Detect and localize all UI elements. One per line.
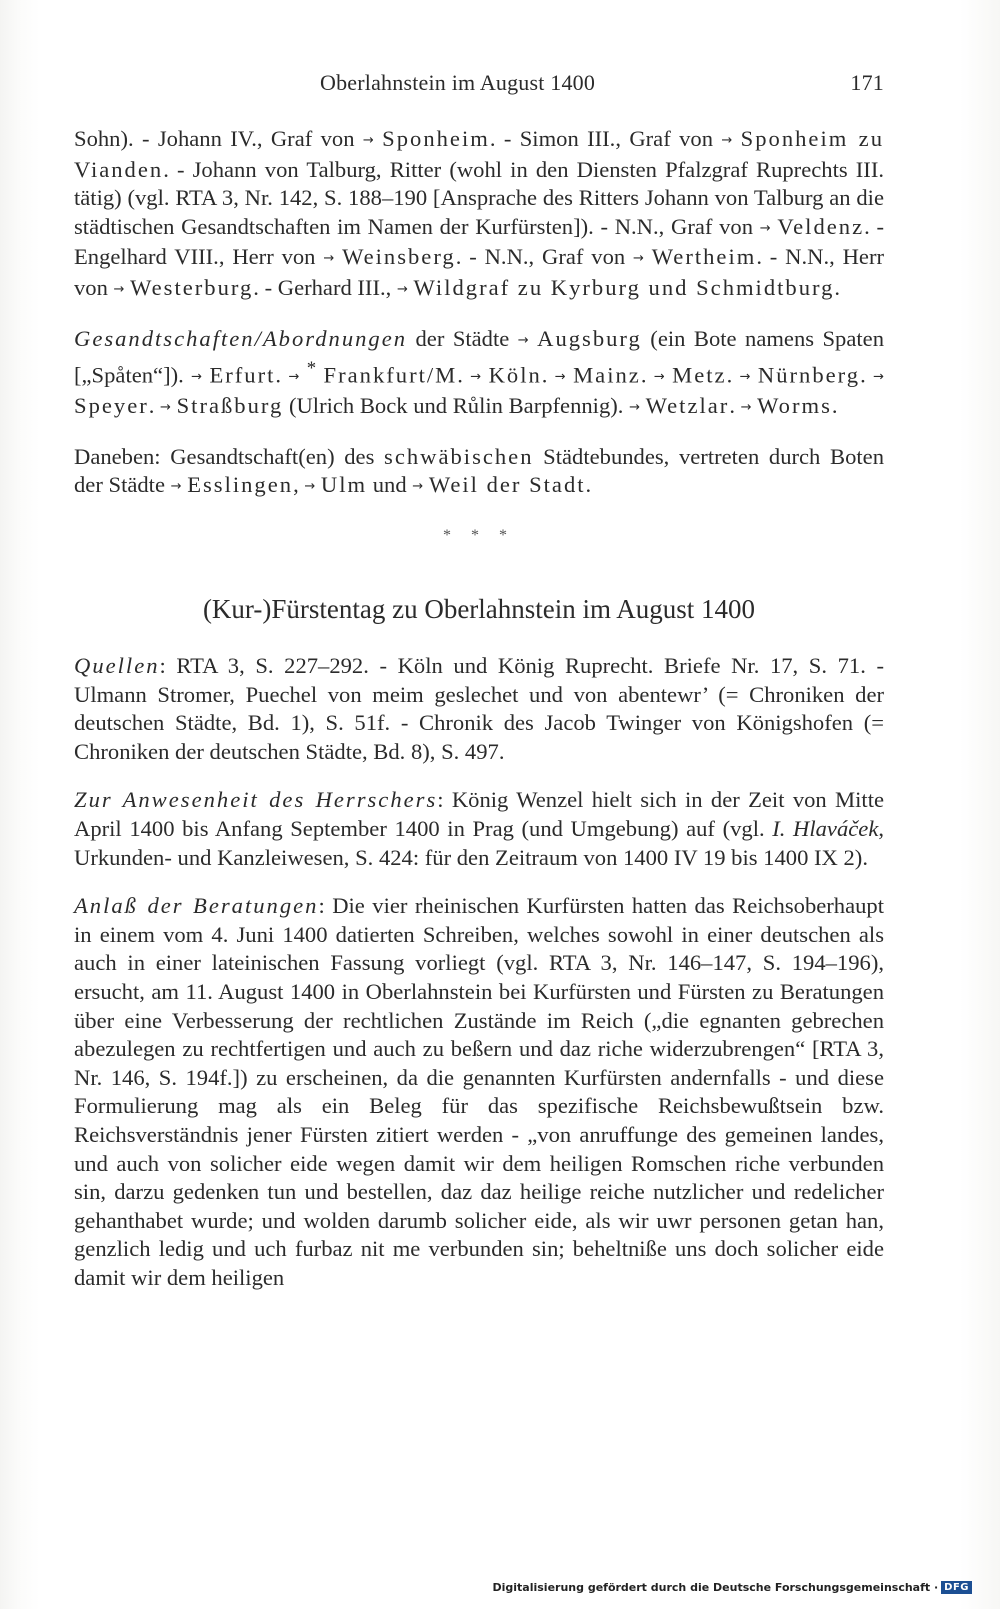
arrow-icon: → [170,479,182,495]
section-label: Anlaß der Beratungen [74,893,319,919]
arrow-icon: → [873,369,885,385]
paragraph-participants-end: Sohn). - Johann IV., Graf von → Sponheim. - Simon III., Graf von → Sponheim zu Vianden. - Johann von Talburg, Ritter (wohl in den Diensten Pfalzgraf Ruprechts III. tätig) (vgl. RTA 3, Nr. 142, S. 188–190 [Ansprache des Ritters Johann von Talburg an die städtischen Gesandtschaften im Namen der Kurfürsten]). - N.N., Graf von → Veldenz. - Engelhard VIII., Herr von → Weinsberg. - N.N., Graf von → Wertheim. - N.N., Herr von → Westerburg. - Gerhard III., → Wildgraf zu Kyrburg und Schmidtburg. [74,126,885,300]
arrow-icon: → [721,133,733,148]
arrow-icon: → [740,400,752,416]
arrow-icon: → [633,251,644,267]
place-name: Worms [757,393,832,419]
place-name: Nürnberg [757,362,861,388]
place-name: Wertheim [651,244,757,270]
page-number: 171 [850,70,884,95]
emphasis: schwäbischen [384,443,534,469]
place-name: Frankfurt/M [323,362,458,388]
place-name: Sponheim [382,126,490,151]
section-heading: (Kur-)Fürstentag zu Oberlahnstein im August 1400 [202,594,756,625]
section-label: Quellen [74,653,160,679]
arrow-icon: → [554,369,566,385]
arrow-icon: → [288,369,300,385]
arrow-icon: → [739,369,751,385]
place-name: Augsburg [537,325,642,351]
arrow-icon: → [362,133,374,148]
arrow-icon: → [160,400,171,416]
place-name: Speyer [74,393,149,419]
place-name: Straßburg [176,393,284,419]
arrow-icon: → [629,400,640,416]
place-name: Erfurt [209,362,276,388]
section-separator: * * * [443,527,515,545]
running-title: Oberlahnstein im August 1400 [320,70,596,95]
star-marker: * [306,358,317,380]
running-header [74,70,884,100]
page-body [74,125,884,1313]
digitization-credit: Digitalisierung gefördert durch die Deutsche Forschungsgemeinschaft · DFG [492,1581,972,1601]
place-name: Westerburg [130,274,254,300]
paragraph-occasion: Anlaß der Beratungen: Die vier rheinischen Kurfürsten hatten das Reichsoberhaupt in einem vom 4. Juni 1400 datierten Schreiben, welches sowohl in einer deutschen als auch in einer lateinischen Fassung vorliegt (vgl. RTA 3, Nr. 146–147, S. 194–196), ersucht, am 11. August 1400 in Oberlahnstein bei Kurfürsten und Fürsten zu Beratungen über eine Verbesserung der rechtlichen Zustände im Reich („die egnanten gebrechen abezulegen zu rechtfertigen und auch zu beßern und daz riche widerzubrengen“ [RTA 3, Nr. 146, S. 194f.]) zu erscheinen, da die genannten Kurfürsten andernfalls - und diese Formulierung mag als ein Beleg für das spezifische Reichsbewußtsein bzw. Reichsverständnis jener Fürsten zitiert werden - „von anruffunge des gemeinen landes, und auch von solicher eide wegen damit wir dem heiligen Romschen riche verbunden sin, darzu gedenken tun und bestellen, daz daz heilige reiche nutzlicher und redelicher gehanthabet wurde; und wolden darumb solicher eide, als wir uwr personen getan han, genzlich ledig und uch furbaz nit me verbunden sin; beheltniße uns doch solicher eide damit wir dem heiligen [74,893,884,1290]
place-name: Wetzlar [645,393,730,419]
place-name: Ulm [320,472,368,498]
arrow-icon: → [470,369,482,385]
arrow-icon: → [396,281,408,297]
place-name: Esslingen [187,472,294,498]
place-name: Köln [488,362,542,388]
place-name: Weil der Stadt [428,472,586,498]
paragraph-ruler-presence: Zur Anwesenheit des Herrschers: König Wenzel hielt sich in der Zeit von Mitte April 1400 bis Anfang September 1400 in Prag (und Umgebung) auf (vgl. I. Hlaváček, Urkunden- und Kanzleiwesen, S. 424: für den Zeitraum von 1400 IV 19 bis 1400 IX 2). [74,787,884,870]
arrow-icon: → [323,251,335,267]
place-name: Sponheim zu Vianden [74,126,884,182]
arrow-icon: → [653,369,665,385]
arrow-icon: → [759,220,771,236]
place-name: Veldenz [777,213,865,239]
place-name: Wildgraf zu Kyrburg und Schmidtburg [413,274,835,300]
arrow-icon: → [191,369,203,385]
paragraph-delegations: Gesandtschaften/Abordnungen der Städte → Augsburg (ein Bote namens Spaten [„Spåten“]). → Erfurt. → * Frankfurt/M. → Köln. → Mainz. → Metz. → Nürnberg. → Speyer. → Straßburg (Ulrich Bock und Růlin Barpfennig). → Wetzlar. → Worms. [74,325,885,419]
arrow-icon: → [517,332,529,348]
dfg-logo: DFG [941,1581,972,1594]
paragraph-swabian-league: Daneben: Gesandtschaft(en) des schwäbischen Städtebundes, vertreten durch Boten der Städte → Esslingen, → Ulm und → Weil der Stadt. [74,443,884,498]
place-name: Mainz [573,362,641,388]
place-name: Metz [672,362,727,388]
arrow-icon: → [412,479,424,495]
author-name: I. Hlaváček [772,816,879,842]
arrow-icon: → [113,281,125,297]
place-name: Weinsberg [342,244,456,270]
section-label: Zur Anwesenheit des Herrschers [74,787,438,813]
arrow-icon: → [304,479,316,495]
section-label: Gesandtschaften/Abordnungen [74,325,408,351]
paragraph-sources: Quellen: RTA 3, S. 227–292. - Köln und König Ruprecht. Briefe Nr. 17, S. 71. - Ulmann Stromer, Puechel von meim geslechet und von abentewr’ (= Chroniken der deutschen Städte, Bd. 1), S. 51f. - Chronik des Jacob Twinger von Königshofen (= Chroniken der deutschen Städte, Bd. 8), S. 497. [74,653,884,764]
